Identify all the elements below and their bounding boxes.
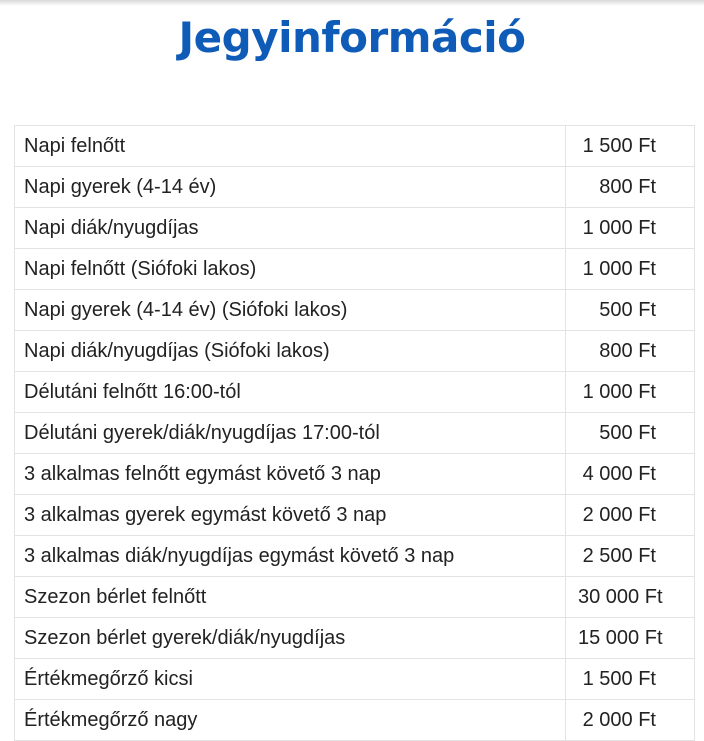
ticket-name: Szezon bérlet felnőtt xyxy=(15,577,566,618)
ticket-price-cell xyxy=(566,290,695,331)
ticket-price: 1 500 Ft xyxy=(582,667,656,690)
ticket-price: 4 000 Ft xyxy=(582,462,656,485)
ticket-name: Szezon bérlet gyerek/diák/nyugdíjas xyxy=(15,618,566,659)
ticket-price: 1 000 Ft xyxy=(582,380,656,403)
ticket-price: 2 000 Ft xyxy=(582,503,656,526)
ticket-price: 2 500 Ft xyxy=(582,544,656,567)
ticket-name: 3 alkalmas felnőtt egymást követő 3 nap xyxy=(15,454,566,495)
table-row xyxy=(15,495,695,536)
table-row xyxy=(15,249,695,290)
ticket-price: 800 Ft xyxy=(599,339,656,362)
ticket-price-cell xyxy=(566,126,695,167)
table-row xyxy=(15,413,695,454)
ticket-name: Napi gyerek (4-14 év) xyxy=(15,167,566,208)
ticket-name: Napi gyerek (4-14 év) (Siófoki lakos) xyxy=(15,290,566,331)
table-row xyxy=(15,331,695,372)
ticket-price-cell xyxy=(566,331,695,372)
ticket-price-cell xyxy=(566,454,695,495)
ticket-price: 30 000 Ft xyxy=(578,585,663,608)
table-row xyxy=(15,290,695,331)
ticket-price: 1 000 Ft xyxy=(582,216,656,239)
ticket-price-cell xyxy=(566,167,695,208)
price-table xyxy=(14,125,695,741)
table-row xyxy=(15,700,695,741)
ticket-price: 1 000 Ft xyxy=(582,257,656,280)
ticket-name: 3 alkalmas diák/nyugdíjas egymást követő 3 nap xyxy=(15,536,566,577)
table-row xyxy=(15,618,695,659)
ticket-price-cell xyxy=(566,659,695,700)
ticket-name: Napi felnőtt (Siófoki lakos) xyxy=(15,249,566,290)
table-row xyxy=(15,454,695,495)
ticket-name: Délutáni gyerek/diák/nyugdíjas 17:00-tól xyxy=(15,413,566,454)
ticket-price-cell xyxy=(566,618,695,659)
ticket-name: Délutáni felnőtt 16:00-tól xyxy=(15,372,566,413)
ticket-price-cell xyxy=(566,495,695,536)
ticket-price-cell xyxy=(566,372,695,413)
table-row xyxy=(15,208,695,249)
ticket-name: 3 alkalmas gyerek egymást követő 3 nap xyxy=(15,495,566,536)
ticket-price: 500 Ft xyxy=(599,298,656,321)
ticket-name: Értékmegőrző nagy xyxy=(15,700,566,741)
table-row xyxy=(15,659,695,700)
ticket-name: Napi diák/nyugdíjas xyxy=(15,208,566,249)
ticket-price-cell xyxy=(566,413,695,454)
page-title: Jegyinformáció xyxy=(178,13,526,62)
ticket-price: 800 Ft xyxy=(599,175,656,198)
ticket-price-cell xyxy=(566,536,695,577)
ticket-name: Napi felnőtt xyxy=(15,126,566,167)
table-row xyxy=(15,577,695,618)
ticket-price-cell xyxy=(566,249,695,290)
table-row xyxy=(15,167,695,208)
ticket-price-cell xyxy=(566,577,695,618)
table-row xyxy=(15,536,695,577)
ticket-name: Értékmegőrző kicsi xyxy=(15,659,566,700)
ticket-name: Napi diák/nyugdíjas (Siófoki lakos) xyxy=(15,331,566,372)
ticket-price: 15 000 Ft xyxy=(578,626,663,649)
ticket-price: 500 Ft xyxy=(599,421,656,444)
ticket-price: 2 000 Ft xyxy=(582,708,656,731)
table-row xyxy=(15,372,695,413)
price-table-body xyxy=(15,126,695,741)
ticket-price: 1 500 Ft xyxy=(582,134,656,157)
ticket-price-cell xyxy=(566,700,695,741)
table-row xyxy=(15,126,695,167)
ticket-price-cell xyxy=(566,208,695,249)
